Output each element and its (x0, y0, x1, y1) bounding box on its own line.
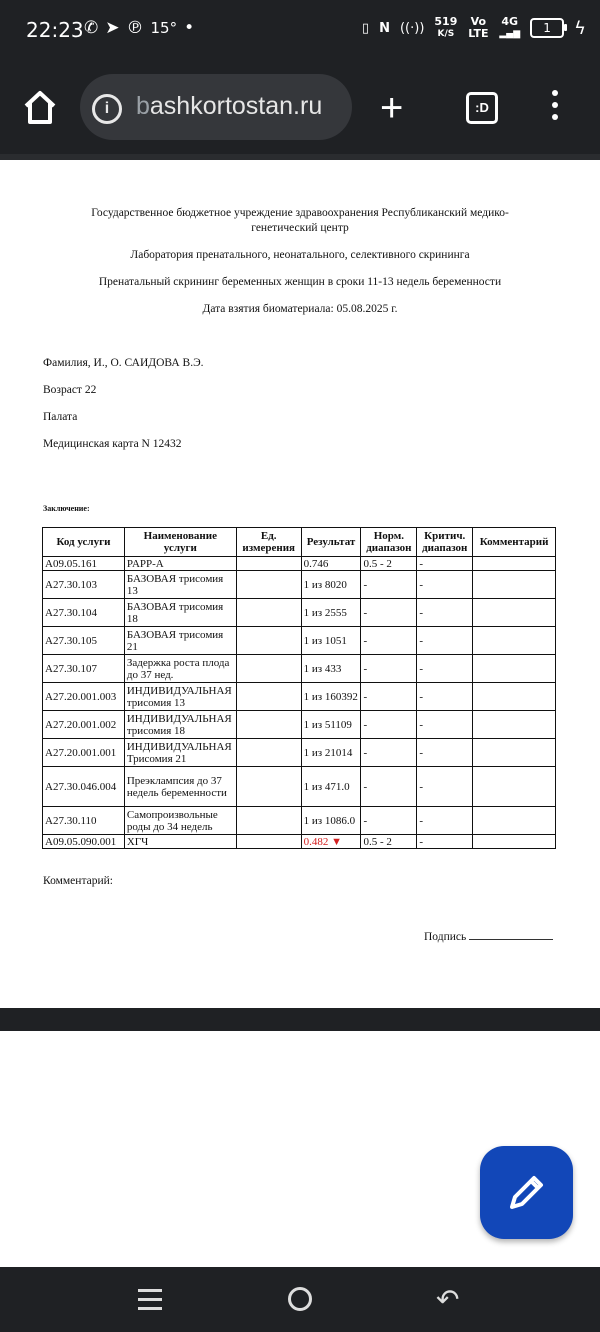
whatsapp-icon: ✆ (84, 18, 99, 38)
cell-name: БАЗОВАЯ трисомия 13 (124, 571, 236, 599)
comment-label: Комментарий: (43, 875, 113, 887)
cell-code: A27.30.046.004 (43, 767, 125, 807)
signature-blank (469, 929, 553, 940)
table-row (43, 655, 556, 683)
cell-code: A27.20.001.001 (43, 739, 125, 767)
overflow-menu-button[interactable] (550, 90, 560, 120)
cell-comment (473, 711, 556, 739)
cell-name: БАЗОВАЯ трисомия 18 (124, 599, 236, 627)
cell-name: PAPP-A (124, 557, 236, 571)
cell-code: A09.05.090.001 (43, 835, 125, 849)
table-row (43, 767, 556, 807)
nfc-icon: Ν (379, 20, 390, 36)
patient-name: Фамилия, И., О. САИДОВА В.Э. (43, 357, 204, 369)
cell-name: ХГЧ (124, 835, 236, 849)
table-row (43, 807, 556, 835)
cell-name: ИНДИВИДУАЛЬНАЯ трисомия 18 (124, 711, 236, 739)
medical-card: Медицинская карта N 12432 (43, 438, 182, 450)
patient-age: Возраст 22 (43, 384, 97, 396)
cell-name: ИНДИВИДУАЛЬНАЯ трисомия 13 (124, 683, 236, 711)
patient-ward: Палата (43, 411, 78, 423)
cell-name: Задержка роста плода до 37 нед. (124, 655, 236, 683)
cell-comment (473, 655, 556, 683)
cell-comment (473, 571, 556, 599)
org-line-2: генетический центр (251, 222, 349, 234)
url-text[interactable]: bashkortostan.ru (136, 92, 323, 120)
cell-comment (473, 683, 556, 711)
cell-code: A27.30.103 (43, 571, 125, 599)
header-comment: Комментарий (473, 528, 556, 557)
cell-unit (236, 627, 301, 655)
cell-name: Самопроизвольные роды до 34 недель (124, 807, 236, 835)
cell-result: 1 из 160392 (301, 683, 361, 711)
cell-code: A27.30.110 (43, 807, 125, 835)
tab-switcher-button[interactable]: :D (466, 92, 498, 124)
cell-code: A27.30.107 (43, 655, 125, 683)
cell-unit (236, 599, 301, 627)
cell-comment (473, 557, 556, 571)
cell-name: ИНДИВИДУАЛЬНАЯ Трисомия 21 (124, 739, 236, 767)
cell-result: 1 из 433 (301, 655, 361, 683)
browser-toolbar (0, 62, 600, 154)
pinterest-icon: ℗ (126, 18, 144, 38)
cell-norm: - (361, 807, 417, 835)
cell-unit (236, 571, 301, 599)
cell-norm: 0.5 - 2 (361, 557, 417, 571)
cell-crit: - (417, 767, 473, 807)
cell-result: 1 из 21014 (301, 739, 361, 767)
cell-norm: - (361, 571, 417, 599)
cell-comment (473, 599, 556, 627)
document-page (0, 160, 600, 1008)
cell-unit (236, 557, 301, 571)
header-unit: Ед. измерения (236, 528, 301, 557)
cell-result: 0.482 ▼ (301, 835, 361, 849)
home-icon (20, 88, 60, 128)
cell-name: БАЗОВАЯ трисомия 21 (124, 627, 236, 655)
table-row (43, 627, 556, 655)
conclusion-label: Заключение: (43, 504, 90, 513)
system-nav-bar (0, 1267, 600, 1332)
table-row (43, 599, 556, 627)
cell-code: A27.20.001.002 (43, 711, 125, 739)
sample-date: Дата взятия биоматериала: 05.08.2025 г. (202, 303, 398, 315)
cell-crit: - (417, 571, 473, 599)
cell-norm: - (361, 739, 417, 767)
cell-crit: - (417, 835, 473, 849)
status-bar (0, 0, 600, 62)
header-crit: Критич. диапазон (417, 528, 473, 557)
cell-code: A09.05.161 (43, 557, 125, 571)
menu-dot (552, 114, 558, 120)
header-result: Результат (301, 528, 361, 557)
screening-title: Пренатальный скрининг беременных женщин в сроки 11-13 недель беременности (98, 276, 502, 288)
battery-icon: 1 (530, 18, 564, 38)
pencil-icon (480, 1146, 573, 1239)
cell-unit (236, 711, 301, 739)
home-button[interactable] (20, 88, 60, 128)
cell-unit (236, 835, 301, 849)
cell-norm: - (361, 711, 417, 739)
cell-crit: - (417, 599, 473, 627)
table-row (43, 571, 556, 599)
cell-result: 1 из 8020 (301, 571, 361, 599)
table-row (43, 711, 556, 739)
table-header-row (43, 528, 556, 557)
page-separator (0, 1008, 600, 1031)
back-button[interactable]: ↶ (436, 1283, 460, 1316)
header-name: Наименование услуги (124, 528, 236, 557)
signature-line (424, 929, 553, 943)
weather-temp: 15° (150, 19, 178, 37)
cell-code: A27.30.104 (43, 599, 125, 627)
menu-dot (552, 102, 558, 108)
recent-apps-button[interactable] (138, 1289, 162, 1310)
network-type: 4G ▂▄▆ (499, 15, 521, 39)
cell-crit: - (417, 627, 473, 655)
cell-unit (236, 807, 301, 835)
cell-result: 1 из 1086.0 (301, 807, 361, 835)
cell-code: A27.20.001.003 (43, 683, 125, 711)
notification-icons (84, 18, 194, 38)
cell-crit: - (417, 557, 473, 571)
edit-fab-button[interactable] (480, 1146, 573, 1239)
new-tab-button[interactable]: + (380, 86, 404, 130)
charging-icon: ϟ (574, 17, 586, 39)
lab-name: Лаборатория пренатального, неонатального, селективного скрининга (130, 249, 470, 261)
site-info-icon[interactable]: i (92, 94, 122, 124)
status-time: 22:23 (26, 18, 84, 42)
cell-crit: - (417, 655, 473, 683)
cell-norm: - (361, 683, 417, 711)
vibrate-icon: ▯ (361, 20, 370, 36)
cell-unit (236, 683, 301, 711)
hotspot-icon: ((·)) (399, 20, 425, 36)
volte-badge: Vo LTE (468, 15, 489, 40)
cell-unit (236, 655, 301, 683)
address-bar[interactable] (80, 74, 352, 140)
cell-norm: - (361, 627, 417, 655)
cell-result: 1 из 471.0 (301, 767, 361, 807)
cell-crit: - (417, 807, 473, 835)
cell-comment (473, 627, 556, 655)
table-row (43, 557, 556, 571)
org-line-1: Государственное бюджетное учреждение здравоохранения Республиканский медико- (91, 207, 509, 219)
cell-comment (473, 739, 556, 767)
table-row (43, 683, 556, 711)
cell-code: A27.30.105 (43, 627, 125, 655)
cell-crit: - (417, 711, 473, 739)
telegram-icon: ➤ (105, 18, 120, 38)
header-code: Код услуги (43, 528, 125, 557)
cell-result: 1 из 1051 (301, 627, 361, 655)
table-row (43, 835, 556, 849)
nav-home-button[interactable] (288, 1287, 312, 1311)
organization-header (40, 206, 560, 236)
signal-icon: ▂▄▆ (499, 29, 521, 39)
system-indicators (362, 16, 586, 40)
cell-norm: - (361, 655, 417, 683)
cell-crit: - (417, 683, 473, 711)
header-norm: Норм. диапазон (361, 528, 417, 557)
cell-norm: - (361, 599, 417, 627)
table-row (43, 739, 556, 767)
cell-result: 0.746 (301, 557, 361, 571)
cell-unit (236, 767, 301, 807)
network-speed: 519 K/S (434, 15, 458, 39)
cell-crit: - (417, 739, 473, 767)
cell-name: Преэклампсия до 37 недель беременности (124, 767, 236, 807)
menu-dot (552, 90, 558, 96)
cell-unit (236, 739, 301, 767)
cell-norm: 0.5 - 2 (361, 835, 417, 849)
cell-comment (473, 767, 556, 807)
cell-result: 1 из 51109 (301, 711, 361, 739)
results-table (42, 527, 556, 849)
dot-icon: • (184, 18, 195, 38)
cell-result: 1 из 2555 (301, 599, 361, 627)
cell-comment (473, 807, 556, 835)
cell-comment (473, 835, 556, 849)
cell-norm: - (361, 767, 417, 807)
signature-label: Подпись (424, 931, 467, 943)
